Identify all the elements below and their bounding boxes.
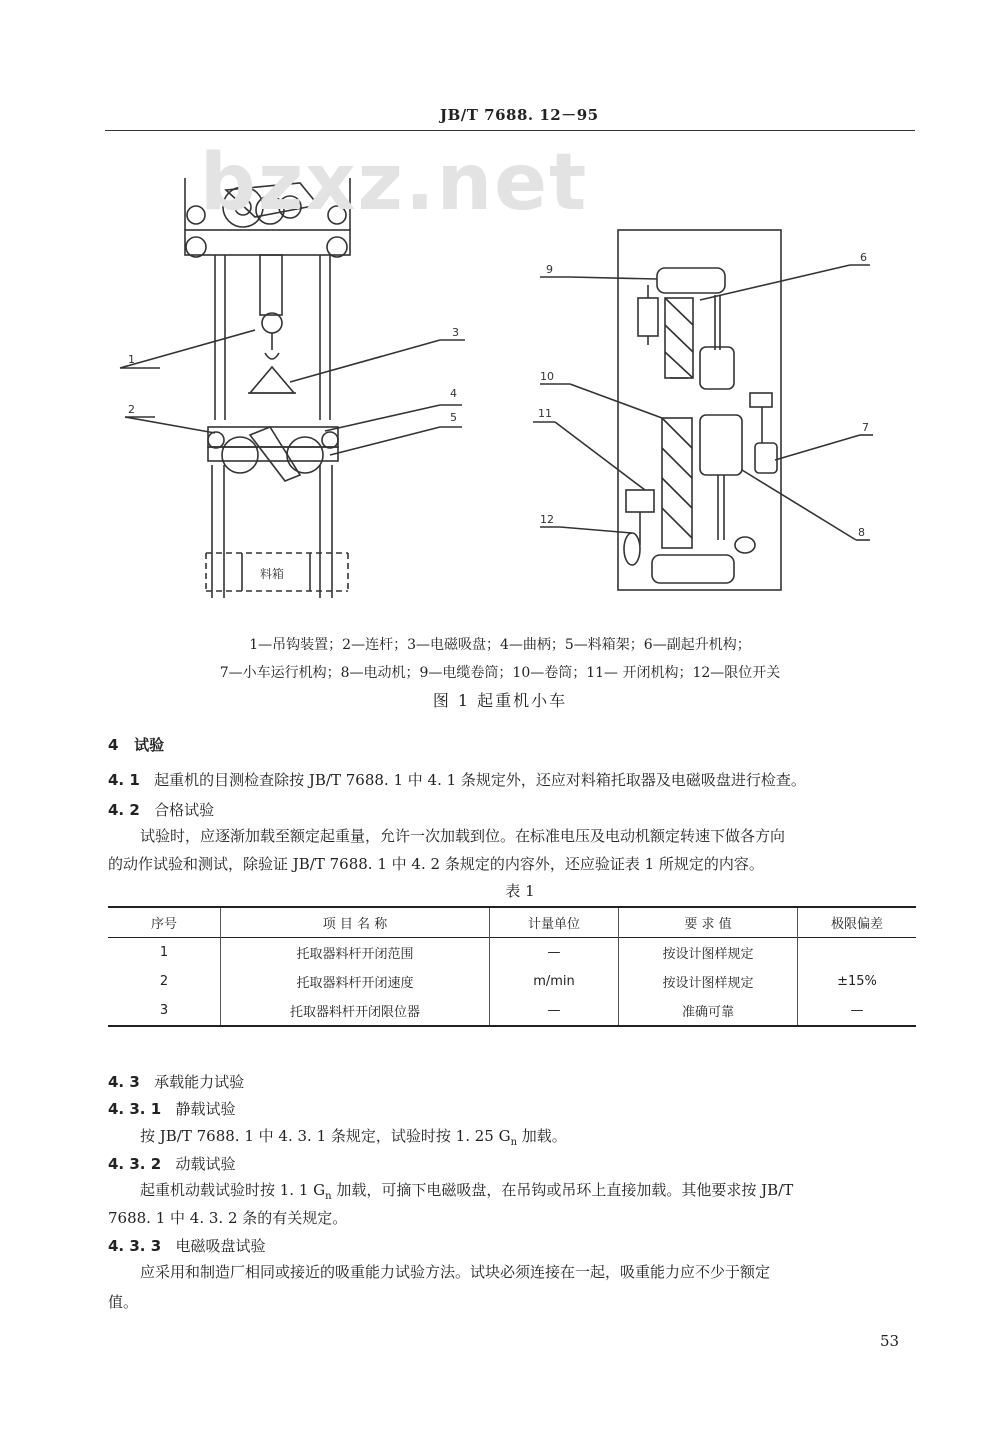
table-row — [108, 996, 916, 1026]
callout-6: 6 — [860, 251, 867, 264]
table-row — [108, 967, 916, 996]
clause-number: 4. 1 — [108, 771, 140, 789]
clause-text: 起重机的目测检查除按 JB/T 7688. 1 中 4. 1 条规定外，还应对料箱托取器及电磁吸盘进行检查。 — [154, 771, 806, 789]
section-4-heading — [108, 734, 164, 755]
table-row — [108, 938, 916, 968]
section-number: 4 — [108, 736, 119, 754]
table-cell: 1 — [159, 945, 169, 960]
clause-title: 动载试验 — [175, 1155, 236, 1173]
table-cell: ±15% — [798, 967, 917, 996]
table-cell: 准确可靠 — [619, 996, 798, 1026]
clause-number: 4. 3. 1 — [108, 1100, 162, 1118]
table-cell: 3 — [159, 1003, 169, 1018]
text-run: 按 JB/T 7688. 1 中 4. 3. 1 条规定，试验时按 1. 25 G — [140, 1127, 511, 1145]
col-header-unit: 计量单位 — [490, 907, 619, 938]
table-cell: 托取器料杆开闭范围 — [221, 938, 490, 968]
clause-4-3-2-heading — [108, 1150, 235, 1178]
figure-legend-line-2: 7—小车运行机构；8—电动机；9—电缆卷筒；10—卷筒；11— 开闭机构；12—限位开关 — [219, 665, 781, 681]
table-cell: — — [490, 996, 619, 1026]
header-rule — [105, 130, 915, 131]
table-cell: — — [798, 996, 917, 1026]
clause-number: 4. 3. 2 — [108, 1155, 162, 1173]
table-header-row — [108, 907, 916, 938]
table-cell: 按设计图样规定 — [619, 967, 798, 996]
text-run: 加载，可摘下电磁吸盘，在吊钩或吊环上直接加载。其他要求按 JB/T — [331, 1181, 794, 1199]
callout-2: 2 — [128, 403, 135, 416]
callout-4: 4 — [450, 387, 457, 400]
clause-number: 4. 3. 3 — [108, 1237, 162, 1255]
clause-number: 4. 3 — [108, 1073, 140, 1091]
callout-3: 3 — [452, 326, 459, 339]
callout-10: 10 — [540, 370, 554, 383]
section-title: 试验 — [134, 736, 165, 754]
table-cell: — — [490, 938, 619, 968]
clause-number: 4. 2 — [108, 801, 140, 819]
table-caption: 表 1 — [505, 882, 535, 900]
callout-11: 11 — [538, 407, 552, 420]
spec-table — [108, 906, 916, 1027]
figure-legend-line-1: 1—吊钩装置；2—连杆；3—电磁吸盘；4—曲柄；5—料箱架；6—副起升机构； — [249, 637, 751, 653]
col-header-tolerance: 极限偏差 — [798, 907, 917, 938]
col-header-seq: 序号 — [150, 917, 177, 932]
clause-4-2-para-1: 试验时，应逐渐加载至额定起重量，允许一次加载到位。在标准电压及电动机额定转速下做各方向 — [140, 827, 786, 845]
clause-4-2-para-2: 的动作试验和测试，除验证 JB/T 7688. 1 中 4. 2 条规定的内容外，还应验证表 1 所规定的内容。 — [108, 855, 764, 873]
clause-title: 合格试验 — [154, 801, 215, 819]
clause-4-3-3-para-1: 应采用和制造厂相同或接近的吸重能力试验方法。试块必须连接在一起，吸重能力应不少于额定 — [140, 1263, 771, 1281]
clause-4-3-3-para-2: 值。 — [108, 1293, 139, 1311]
callout-1: 1 — [128, 353, 135, 366]
clause-4-3-2-para-2: 7688. 1 中 4. 3. 2 条的有关规定。 — [108, 1209, 348, 1227]
clause-4-3-3-heading — [108, 1232, 265, 1260]
table-cell — [798, 938, 917, 968]
callout-9: 9 — [546, 263, 553, 276]
watermark: bzxz.net — [200, 138, 589, 228]
table-cell: 按设计图样规定 — [619, 938, 798, 968]
subscript: n — [510, 1137, 518, 1148]
subscript: n — [325, 1191, 332, 1202]
text-run: 起重机动载试验时按 1. 1 G — [140, 1181, 326, 1199]
callout-12: 12 — [540, 513, 554, 526]
page-number: 53 — [880, 1332, 900, 1350]
clause-title: 电磁吸盘试验 — [175, 1237, 266, 1255]
col-header-requirement: 要 求 值 — [619, 907, 798, 938]
col-header-item: 项 目 名 称 — [221, 907, 490, 938]
callout-7: 7 — [862, 421, 869, 434]
clause-title: 静载试验 — [175, 1100, 236, 1118]
figure-title: 图 1 起重机小车 — [432, 691, 568, 710]
clause-title: 承载能力试验 — [154, 1073, 245, 1091]
text-run: 加载。 — [517, 1127, 567, 1145]
clause-4-3-1-heading — [108, 1095, 235, 1123]
clause-4-2-heading — [108, 796, 214, 824]
clause-4-3-heading — [108, 1068, 244, 1096]
table-cell: 2 — [159, 974, 169, 989]
callout-5: 5 — [450, 411, 457, 424]
bin-label: 料箱 — [260, 567, 285, 581]
callout-8: 8 — [858, 526, 865, 539]
document-code-header: JB/T 7688. 12－95 — [440, 106, 599, 124]
clause-4-1 — [108, 766, 918, 794]
table-cell: 托取器料杆开闭速度 — [221, 967, 490, 996]
table-cell: 托取器料杆开闭限位器 — [221, 996, 490, 1026]
table-cell: m/min — [490, 967, 619, 996]
